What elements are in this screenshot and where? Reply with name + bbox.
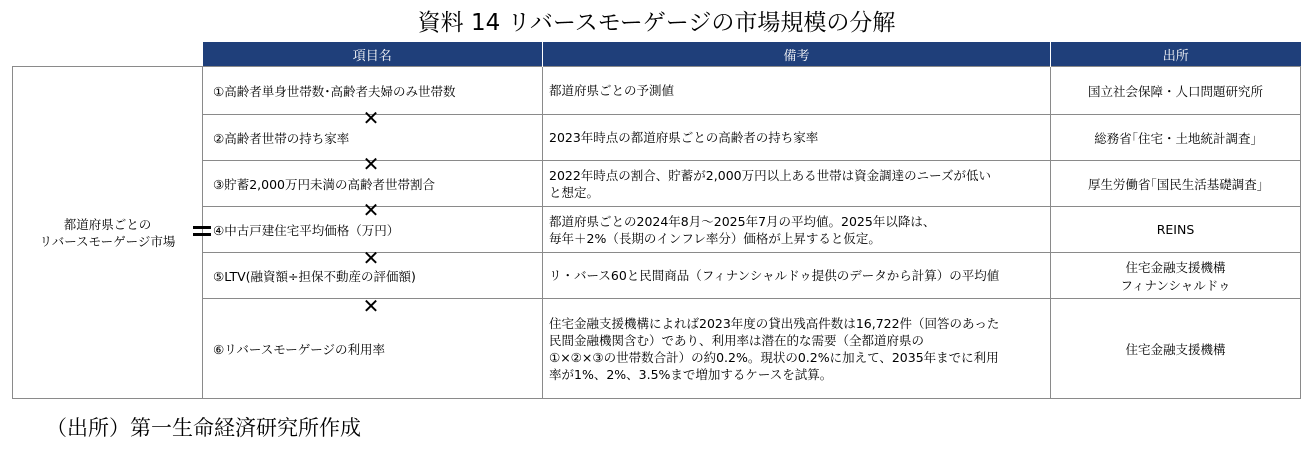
source-note: （出所）第一生命経済研究所作成	[46, 416, 361, 440]
item-cell: ⑥リバースモーゲージの利用率	[203, 299, 543, 399]
item-cell: ③貯蓄2,000万円未満の高齢者世帯割合	[203, 161, 543, 207]
source-cell: 国立社会保障・人口問題研究所	[1051, 67, 1301, 115]
source-cell: 住宅金融支援機構	[1051, 299, 1301, 399]
multiply-icon: ✕	[362, 198, 380, 222]
header-note: 備考	[543, 42, 1051, 67]
market-label-line2: リバースモーゲージ市場	[39, 233, 176, 249]
header-spacer	[13, 42, 203, 67]
note-cell: 2022年時点の割合、貯蓄が2,000万円以上ある世帯は資金調達のニーズが低い と想定。	[543, 161, 1051, 207]
note-cell: 2023年時点の都道府県ごとの高齢者の持ち家率	[543, 115, 1051, 161]
item-cell: ⑤LTV(融資額÷担保不動産の評価額)	[203, 253, 543, 299]
item-cell: ②高齢者世帯の持ち家率	[203, 115, 543, 161]
table-row	[13, 161, 1301, 207]
data-table	[12, 42, 1301, 399]
source-cell: 厚生労働省｢国民生活基礎調査｣	[1051, 161, 1301, 207]
table-row	[13, 299, 1301, 399]
note-cell: リ・バース60と民間商品（フィナンシャルドゥ提供のデータから計算）の平均値	[543, 253, 1051, 299]
source-cell: REINS	[1051, 207, 1301, 253]
page-title: 資料 14 リバースモーゲージの市場規模の分解	[417, 10, 896, 36]
source-cell: 総務省｢住宅・土地統計調査｣	[1051, 115, 1301, 161]
market-label	[13, 67, 203, 399]
source-cell: 住宅金融支援機構 フィナンシャルドゥ	[1051, 253, 1301, 299]
table-row	[13, 115, 1301, 161]
table-row	[13, 253, 1301, 299]
multiply-icon: ✕	[362, 294, 380, 318]
market-label-line1: 都道府県ごとの	[63, 216, 152, 232]
equals-icon	[193, 226, 211, 238]
note-cell: 住宅金融支援機構によれば2023年度の貸出残高件数は16,722件（回答のあった 民間金融機関含む）であり、利用率は潜在的な需要（全都道府県の ①×②×③の世帯数合計）の約0.2%。現状の0.2%に加えて、2035年までに利用 率が1%、2%、3.5%まで増加するケースを試算。	[543, 299, 1051, 399]
multiply-icon: ✕	[362, 106, 380, 130]
table-row	[13, 67, 1301, 115]
item-cell: ①高齢者単身世帯数･高齢者夫婦のみ世帯数	[203, 67, 543, 115]
item-cell: ④中古戸建住宅平均価格（万円）	[203, 207, 543, 253]
multiply-icon: ✕	[362, 152, 380, 176]
note-cell: 都道府県ごとの予測値	[543, 67, 1051, 115]
header-source: 出所	[1051, 42, 1301, 67]
header-item: 項目名	[203, 42, 543, 67]
note-cell: 都道府県ごとの2024年8月～2025年7月の平均値。2025年以降は、 毎年＋2%（長期のインフレ率分）価格が上昇すると仮定。	[543, 207, 1051, 253]
multiply-icon: ✕	[362, 246, 380, 270]
